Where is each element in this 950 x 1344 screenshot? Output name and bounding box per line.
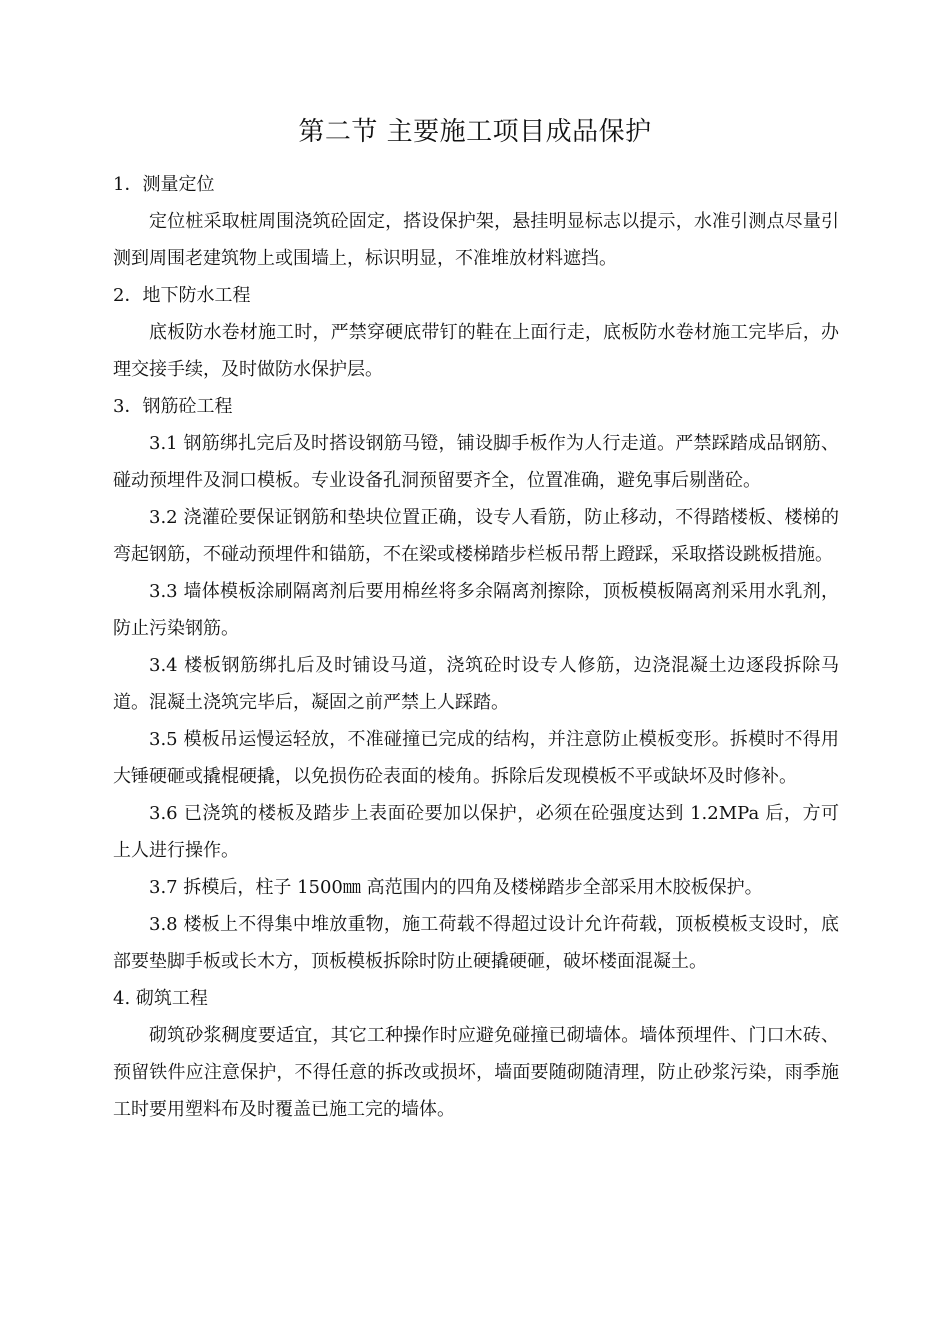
paragraph: 3.1 钢筋绑扎完后及时搭设钢筋马镫，铺设脚手板作为人行走道。严禁踩踏成品钢筋、碰动预埋件及洞口模板。专业设备孔洞预留要齐全，位置准确，避免事后剔凿砼。 xyxy=(113,433,839,491)
paragraph: 3.5 模板吊运慢运轻放，不准碰撞已完成的结构，并注意防止模板变形。拆模时不得用大锤硬砸或撬棍硬撬，以免损伤砼表面的棱角。拆除后发现模板不平或缺坏及时修补。 xyxy=(113,729,839,787)
section-heading-masonry: 4. 砌筑工程 xyxy=(113,988,208,1009)
section-heading-reinforced-concrete: 3．钢筋砼工程 xyxy=(113,396,233,417)
paragraph: 3.2 浇灌砼要保证钢筋和垫块位置正确，设专人看筋，防止移动，不得踏楼板、楼梯的弯起钢筋，不碰动预埋件和锚筋，不在梁或楼梯踏步栏板吊帮上蹬踩，采取搭设跳板措施。 xyxy=(113,507,839,565)
paragraph: 3.3 墙体模板涂刷隔离剂后要用棉丝将多余隔离剂擦除，顶板模板隔离剂采用水乳剂，防止污染钢筋。 xyxy=(113,581,839,639)
document-body xyxy=(113,166,839,1128)
section-heading-survey: 1．测量定位 xyxy=(113,174,215,195)
paragraph: 3.4 楼板钢筋绑扎后及时铺设马道，浇筑砼时设专人修筋，边浇混凝土边逐段拆除马道。混凝土浇筑完毕后，凝固之前严禁上人踩踏。 xyxy=(113,655,839,713)
paragraph: 3.7 拆模后，柱子 1500㎜ 高范围内的四角及楼梯踏步全部采用木胶板保护。 xyxy=(149,877,763,898)
section-heading-waterproofing: 2．地下防水工程 xyxy=(113,285,251,306)
paragraph: 底板防水卷材施工时，严禁穿硬底带钉的鞋在上面行走，底板防水卷材施工完毕后，办理交接手续，及时做防水保护层。 xyxy=(113,322,839,380)
paragraph: 3.8 楼板上不得集中堆放重物，施工荷载不得超过设计允许荷载，顶板模板支设时，底部要垫脚手板或长木方，顶板模板拆除时防止硬撬硬砸，破坏楼面混凝土。 xyxy=(113,914,839,972)
paragraph: 定位桩采取桩周围浇筑砼固定，搭设保护架，悬挂明显标志以提示，水准引测点尽量引测到周围老建筑物上或围墙上，标识明显，不准堆放材料遮挡。 xyxy=(113,211,839,269)
page-title: 第二节 主要施工项目成品保护 xyxy=(298,117,652,147)
paragraph: 砌筑砂浆稠度要适宜，其它工种操作时应避免碰撞已砌墙体。墙体预埋件、门口木砖、预留铁件应注意保护，不得任意的拆改或损坏，墙面要随砌随清理，防止砂浆污染，雨季施工时要用塑料布及时覆盖已施工完的墙体。 xyxy=(113,1025,839,1120)
paragraph: 3.6 已浇筑的楼板及踏步上表面砼要加以保护，必须在砼强度达到 1.2MPa 后，方可上人进行操作。 xyxy=(113,803,839,861)
